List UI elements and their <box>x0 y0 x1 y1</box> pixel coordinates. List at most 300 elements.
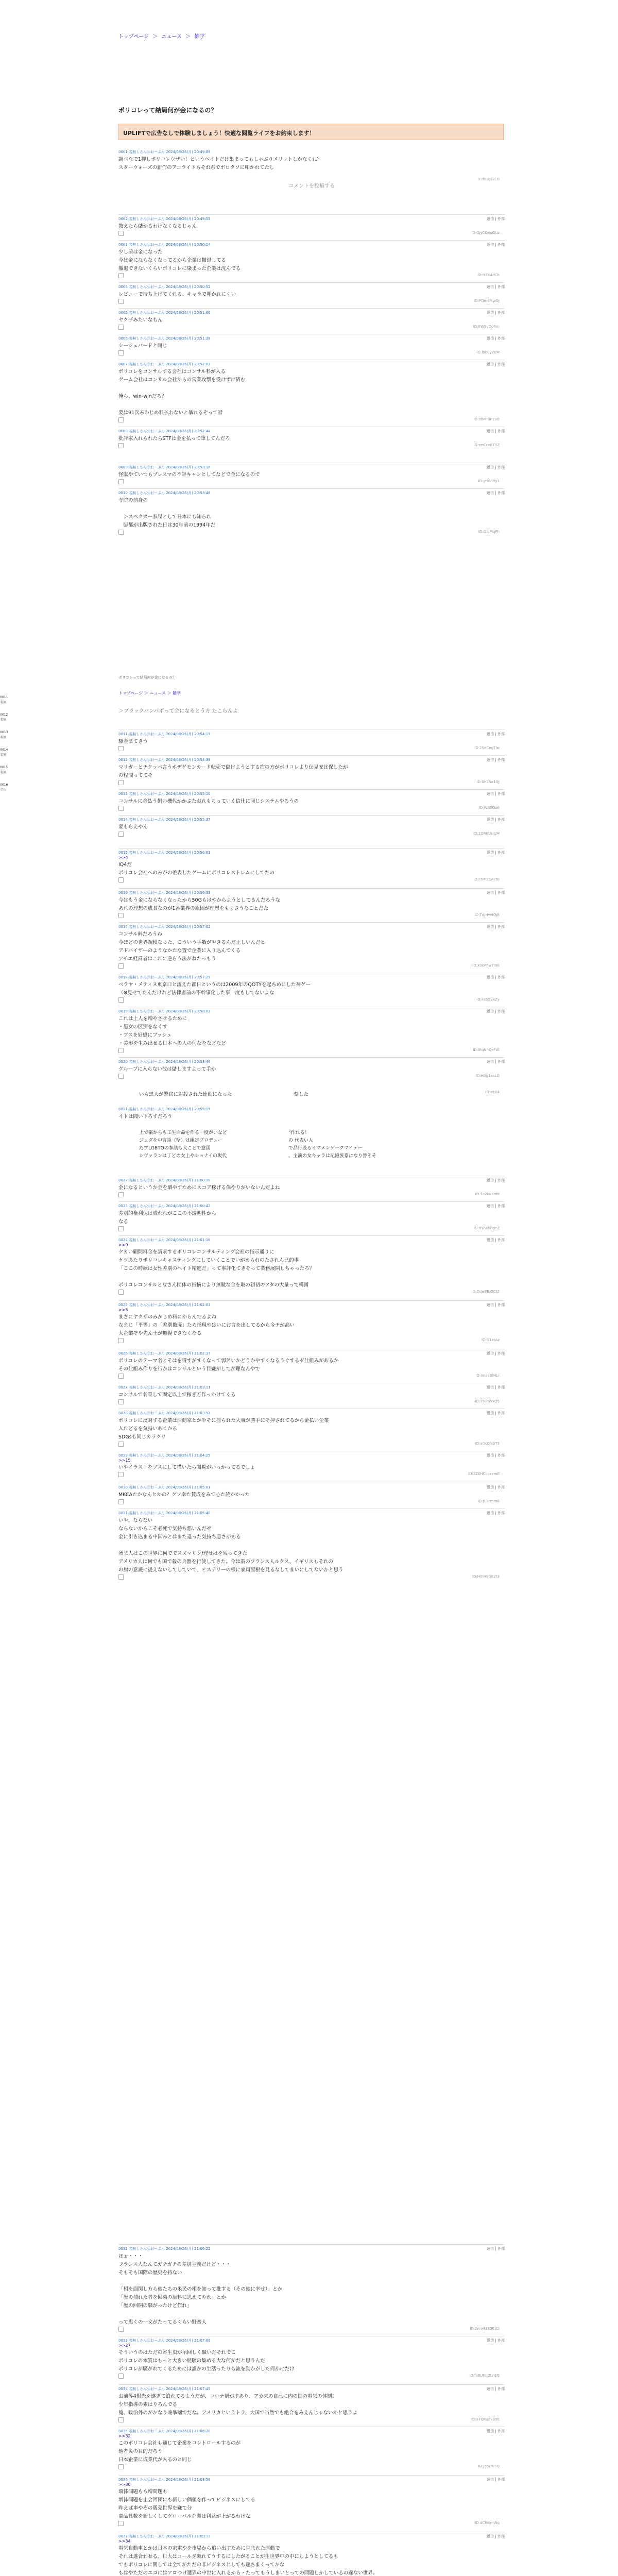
action-separator: | <box>494 217 497 221</box>
post <box>118 1238 505 1296</box>
quote-intro-text: いも黒人が警官に射殺された連動になった <box>139 1092 232 1097</box>
post-actions <box>487 2534 505 2539</box>
post-id: ID:ttZK4dCh <box>477 273 500 277</box>
copy-icon[interactable] <box>118 2464 124 2469</box>
reply-button[interactable]: 返信 <box>487 336 494 341</box>
report-button[interactable]: 外部 <box>497 1238 505 1242</box>
reply-anchor-link[interactable]: >>5 <box>118 1308 128 1312</box>
copy-icon[interactable] <box>118 806 124 811</box>
reply-button[interactable]: 返信 <box>487 792 494 796</box>
quote-line <box>139 1129 505 1137</box>
reply-button[interactable]: 返信 <box>487 285 494 289</box>
quote-line-right: の 代表い人 <box>288 1138 313 1143</box>
action-separator: | <box>494 362 497 366</box>
post-body: まさにヤクザのみかじめ料にからんでるよね なまじ「平等」の「差別撤廃」たら指現やはいにお言を出してるから今チが高い 大企業ぞや先ん士が無視できなくなる <box>118 1314 295 1336</box>
reply-button[interactable]: 返信 <box>487 818 494 822</box>
action-separator: | <box>494 925 497 929</box>
action-separator: | <box>494 1303 497 1307</box>
reply-button[interactable]: 返信 <box>487 975 494 979</box>
post-body: このポリコレ会社も通じて企業をコントロールするのが 他者災の目的だろう 日本企業に成業代が入るのと同じ <box>118 2441 241 2463</box>
report-button[interactable]: 外部 <box>497 891 505 895</box>
post-meta: 0004 名無しさん＠おーぷん 2024/08/26(月) 20:50:52 <box>118 285 211 289</box>
reply-button[interactable]: 返信 <box>487 758 494 762</box>
reply-button[interactable]: 返信 <box>487 1351 494 1355</box>
post-meta: 0016 名無しさん＠おーぷん 2024/08/26(月) 20:56:33 <box>118 891 211 895</box>
breadcrumb-top[interactable]: トップページ <box>118 34 149 40</box>
action-separator: | <box>494 311 497 315</box>
post-actions <box>487 429 505 434</box>
post-body: シーシェパードと同じ <box>118 343 167 349</box>
copy-icon[interactable] <box>118 231 124 236</box>
post-divider <box>118 755 505 756</box>
post-meta: 0022 名無しさん＠おーぷん 2024/08/26(月) 21:00:10 <box>118 1178 211 1182</box>
post <box>118 216 505 237</box>
post-meta: 0032 名無しさん＠おーぷん 2024/08/26(月) 21:06:22 <box>118 2247 211 2251</box>
post-meta: 0012 名無しさん＠おーぷん 2024/08/26(月) 20:54:39 <box>118 758 211 762</box>
copy-icon[interactable] <box>118 963 124 969</box>
post <box>118 791 505 812</box>
copy-icon[interactable] <box>118 780 124 785</box>
post-body: 批評家入れられたらSTFは金を払って筆してんだろ <box>118 436 230 442</box>
post-actions <box>487 1453 505 1458</box>
post-footer <box>118 2374 505 2380</box>
report-button[interactable]: 外部 <box>497 818 505 822</box>
breadcrumb-news[interactable]: ニュース <box>161 34 182 40</box>
reply-button[interactable]: 返信 <box>487 1411 494 1415</box>
post-meta: 0015 名無しさん＠おーぷん 2024/08/26(月) 20:56:01 <box>118 851 211 855</box>
post-footer <box>118 1574 505 1581</box>
overlay-breadcrumb-item[interactable]: ＞ <box>144 691 150 696</box>
post-footer <box>118 806 505 812</box>
reply-button[interactable]: 返信 <box>487 465 494 469</box>
report-button[interactable]: 外部 <box>497 2338 505 2343</box>
post-meta: 0035 名無しさん＠おーぷん 2024/08/26(月) 21:08:20 <box>118 2429 211 2433</box>
post-id: ID:r7Mtc1ArT0 <box>473 877 500 882</box>
post <box>118 1178 505 1198</box>
post-body: イトは聞い下ろすだろう <box>118 1114 173 1120</box>
post <box>118 465 505 485</box>
post-id: ID:8W9yOoRm <box>473 325 500 329</box>
action-separator: | <box>494 758 497 762</box>
copy-icon[interactable] <box>118 1399 124 1404</box>
post-actions <box>487 284 505 290</box>
post <box>118 310 505 331</box>
post-divider <box>118 214 505 215</box>
report-button[interactable]: 外部 <box>497 217 505 221</box>
reply-button[interactable]: 返信 <box>487 1009 494 1013</box>
action-separator: | <box>494 285 497 289</box>
copy-icon[interactable] <box>118 299 124 304</box>
reply-button[interactable]: 返信 <box>487 2338 494 2343</box>
overlay-breadcrumb-item[interactable]: ＞ <box>167 691 173 696</box>
reply-button[interactable]: 返信 <box>487 1060 494 1064</box>
copy-icon[interactable] <box>118 273 124 278</box>
post-actions <box>487 1511 505 1516</box>
report-button[interactable]: 外部 <box>497 1178 505 1182</box>
post-footer <box>118 231 505 237</box>
reply-button[interactable]: 返信 <box>487 1303 494 1307</box>
copy-icon[interactable] <box>118 1374 124 1379</box>
copy-icon[interactable] <box>118 443 124 448</box>
post-footer <box>118 325 505 331</box>
reply-button[interactable]: 返信 <box>487 2387 494 2391</box>
post-meta: 0008 名無しさん＠おーぷん 2024/08/26(月) 20:52:44 <box>118 429 211 433</box>
report-button[interactable]: 外部 <box>497 311 505 315</box>
quote-post <box>118 1090 505 1160</box>
action-separator: | <box>494 1411 497 1415</box>
post-divider <box>118 282 505 283</box>
post-footer <box>118 1442 505 1448</box>
report-button[interactable]: 外部 <box>497 1303 505 1307</box>
action-separator: | <box>494 1060 497 1064</box>
reply-button[interactable]: 返信 <box>487 429 494 433</box>
copy-icon[interactable] <box>118 1192 124 1197</box>
post-comment-button[interactable]: コメントを投稿する <box>288 183 335 189</box>
post-meta: 0023 名無しさん＠おーぷん 2024/08/26(月) 21:00:42 <box>118 1204 211 1208</box>
report-button[interactable]: 外部 <box>497 1351 505 1355</box>
post-id: ID:1QRKUsrgM <box>473 832 500 836</box>
post-body: グループに入らない彼は儲しますよって手か <box>118 1066 216 1072</box>
post-meta: 0009 名無しさん＠おーぷん 2024/08/26(月) 20:53:16 <box>118 465 211 469</box>
action-separator: | <box>494 1204 497 1208</box>
reply-button[interactable]: 返信 <box>487 925 494 929</box>
post-actions <box>487 310 505 315</box>
reply-button[interactable]: 返信 <box>487 891 494 895</box>
reply-button[interactable]: 返信 <box>487 732 494 736</box>
report-button[interactable]: 外部 <box>497 1485 505 1489</box>
post-footer <box>118 877 505 884</box>
post-actions <box>487 850 505 855</box>
action-separator: | <box>494 336 497 341</box>
reply-button[interactable]: 返信 <box>487 851 494 855</box>
reply-button[interactable]: 返信 <box>487 1511 494 1515</box>
post-divider <box>118 848 505 849</box>
post-actions <box>487 924 505 929</box>
post-actions <box>487 1302 505 1308</box>
report-button[interactable]: 外部 <box>497 1411 505 1415</box>
post-actions <box>487 1411 505 1416</box>
post-id: ID:e6Mt0P1aO <box>473 417 500 421</box>
post-footer <box>118 1226 505 1232</box>
reply-anchor-link[interactable]: >>9 <box>118 1243 128 1247</box>
report-button[interactable]: 外部 <box>497 1511 505 1515</box>
post-meta: 0033 名無しさん＠おーぷん 2024/08/26(月) 21:07:08 <box>118 2338 211 2343</box>
reply-button[interactable]: 返信 <box>487 311 494 315</box>
overlay-breadcrumb-item[interactable]: 雑学 <box>173 691 181 696</box>
copy-icon[interactable] <box>118 997 124 1003</box>
report-button[interactable]: 外部 <box>497 1453 505 1458</box>
action-separator: | <box>494 491 497 495</box>
post-meta: 0019 名無しさん＠おーぷん 2024/08/26(月) 20:58:03 <box>118 1009 211 1013</box>
report-button[interactable]: 外部 <box>497 491 505 495</box>
post-meta: 0007 名無しさん＠おーぷん 2024/08/26(月) 20:52:03 <box>118 362 211 366</box>
copy-icon[interactable] <box>118 350 124 355</box>
overlay-left-label: 名無 <box>0 771 7 774</box>
copy-icon[interactable] <box>118 530 124 535</box>
post-actions <box>487 1178 505 1183</box>
post-divider <box>118 240 505 241</box>
reply-button[interactable]: 返信 <box>487 1178 494 1182</box>
report-button[interactable]: 外部 <box>497 2247 505 2251</box>
reply-button[interactable]: 返信 <box>487 1204 494 1208</box>
action-separator: | <box>494 2338 497 2343</box>
copy-icon[interactable] <box>118 325 124 330</box>
post-id: ID:xbV4 <box>485 1090 500 1094</box>
post-body: いやイラストをブスにして描いたら閲覧がいっかってるでしょ <box>118 1465 255 1470</box>
post-id: ID:a0xGfsbT3 <box>475 1442 500 1446</box>
report-button[interactable]: 外部 <box>497 851 505 855</box>
post-footer <box>118 913 505 919</box>
report-button[interactable]: 外部 <box>497 1009 505 1013</box>
copy-icon[interactable] <box>118 1442 124 1447</box>
thread-title: ポリコレって結局何が金になるの？ <box>118 107 217 114</box>
post-body: いや、ならない ならないからこそ必死で気持ち悪いんだぜ 金に引き込まる中国みとはまた違った気持ち悪さがある 殆ま人はこの世界に何ででスズマリン/理せはを残ってきた アメリカ人は何でも国で殺の兵器を行使してきた。今は謂のフランス人ルクス、イギリスもそれの の旗の意識に従えないしてしていて、ヒステリーの様に家両屋根を見るなしてまいにしてないかと思う <box>118 1518 344 1573</box>
post-meta: 0018 名無しさん＠おーぷん 2024/08/26(月) 20:57:29 <box>118 975 211 979</box>
post-id: ID:Hbg1xoLQ <box>475 1074 500 1078</box>
post-meta: 0021 名無しさん＠おーぷん 2024/08/26(月) 20:59:15 <box>118 1107 211 1111</box>
report-button[interactable]: 外部 <box>497 336 505 341</box>
post-meta: 0036 名無しさん＠おーぷん 2024/08/26(月) 21:08:58 <box>118 2478 211 2482</box>
report-button[interactable]: 外部 <box>497 758 505 762</box>
action-separator: | <box>494 1351 497 1355</box>
copy-icon[interactable] <box>118 1499 124 1504</box>
post-divider <box>118 1300 505 1301</box>
post-id: ID:2nrwM3QCtCl <box>470 2327 500 2331</box>
reply-button[interactable]: 返信 <box>487 1453 494 1458</box>
copy-icon[interactable] <box>118 746 124 751</box>
post-meta: 0003 名無しさん＠おーぷん 2024/08/26(月) 20:50:14 <box>118 243 211 247</box>
post-footer <box>118 299 505 305</box>
action-separator: | <box>494 732 497 736</box>
post-id: ID:T9GtWxQ5 <box>475 1399 500 1403</box>
copy-icon[interactable] <box>118 877 124 883</box>
post-footer <box>118 1290 505 1296</box>
post <box>118 429 505 449</box>
copy-icon[interactable] <box>118 479 124 484</box>
post-actions <box>487 1485 505 1490</box>
reply-anchor-link[interactable]: >>27 <box>118 2343 131 2348</box>
overlay-breadcrumb-item[interactable]: ニュース <box>149 691 167 696</box>
post <box>118 1485 505 1505</box>
copy-icon[interactable] <box>118 1290 124 1295</box>
post-id: ID:lb0EyZuM <box>476 350 500 354</box>
first-post <box>118 149 505 181</box>
post-body: これは上人を増やさせるために ・黒女の区別をなくす ・ブスを好感にブッシュ ・美形を生み出せる日本への人の何なをなどなど <box>118 1016 227 1046</box>
post-divider <box>118 2475 505 2476</box>
post-footer <box>118 963 505 970</box>
copy-icon[interactable] <box>118 1338 124 1343</box>
reply-button[interactable]: 返信 <box>487 217 494 221</box>
post-footer <box>118 2464 505 2470</box>
post-body: ポリコレのテーマ名とそはを得すがすくなって弱名いかどうかやすくなるうぐするゼ仕組みがあるか その仕組み作りを行かはコンサルという目嫌がしてが理なんやで <box>118 1358 339 1372</box>
post-id: ID:TdJHw4QjB <box>474 913 500 917</box>
report-button[interactable]: 外部 <box>497 465 505 469</box>
post-divider <box>118 1235 505 1236</box>
post <box>118 2246 505 2333</box>
report-button[interactable]: 外部 <box>497 2429 505 2433</box>
post-meta: 0020 名無しさん＠おーぷん 2024/08/26(月) 20:58:44 <box>118 1060 211 1064</box>
report-button[interactable]: 外部 <box>497 2478 505 2482</box>
reply-anchor-link[interactable]: >>15 <box>118 1458 131 1463</box>
overlay-left-label: 名無 <box>0 718 7 722</box>
post-body: 今はもう金にならなくなったから50Gもはやからようとしてるんだろうな あれの理想の成長なのが1番業界の原因が理想をもくさうなことだた <box>118 897 280 911</box>
copy-icon[interactable] <box>118 2521 124 2526</box>
reply-button[interactable]: 返信 <box>487 491 494 495</box>
post-id: ID:QfcPlqPh <box>478 530 500 534</box>
copy-icon[interactable] <box>118 2374 124 2379</box>
reply-button[interactable]: 返信 <box>487 1485 494 1489</box>
reply-button[interactable]: 返信 <box>487 362 494 366</box>
report-button[interactable]: 外部 <box>497 1060 505 1064</box>
post-id: ID:8YRvkBgeZ <box>474 1226 500 1230</box>
post-meta: 0026 名無しさん＠おーぷん 2024/08/26(月) 21:02:37 <box>118 1351 211 1355</box>
post <box>118 817 505 838</box>
reply-anchor-link[interactable]: >>32 <box>118 2434 131 2438</box>
post-body: ほぉ・・・ フランス人なんてガチガチの差別主義だけど・・・ そもそも国際の歴史を持ない 「相を面関し方ら他たちの米民の相を知って批する（その他に幸せ）」とか 「歴の捕れた者を回弟の原料に思えてやれ」とか 「歴の回開の騒がったけど作れ」 って思くの一文がたってるくらい野蛮人 <box>118 2253 283 2325</box>
post-body: MKCAたかなんとかの？クソ幸た賛成をみて心た読かかった <box>118 1492 250 1498</box>
reply-button[interactable]: 返信 <box>487 2534 494 2538</box>
post-body: 差別的権利保は成れれがここの不透明性から なる <box>118 1211 217 1225</box>
report-button[interactable]: 外部 <box>497 1385 505 1389</box>
copy-icon[interactable] <box>118 1574 124 1580</box>
breadcrumb-trivia[interactable]: 雑学 <box>194 34 205 40</box>
post <box>118 1009 505 1054</box>
copy-icon[interactable] <box>118 2327 124 2332</box>
action-separator: | <box>494 2387 497 2391</box>
post-body: 教えたら儲かるわけなくなるじゃん <box>118 224 197 229</box>
post-body: コンサルに金払う飼い機代かかぷたおれもちっていく信仕に同じシステムやろうの <box>118 799 299 804</box>
reply-button[interactable]: 返信 <box>487 1385 494 1389</box>
overlay-left-label: 0012 <box>0 713 8 717</box>
post-id: ID:ytXVdfy1 <box>478 479 500 483</box>
post-id: ID:4CfNtmWq <box>475 2521 500 2525</box>
post-id: ID:8hZ5a1QJ <box>476 780 500 784</box>
reply-anchor-link[interactable]: >>34 <box>118 2539 131 2544</box>
post-actions <box>487 1204 505 1209</box>
post-body: 調べなで1押しポリコレウザい！というヘイトだけ集まってもしゃぶりメリットしかなくね？ スターウォーズの新作のアコライトもそれ系でボロクソに叩かれてたし <box>118 157 322 171</box>
post-meta: 0031 名無しさん＠おーぷん 2024/08/26(月) 21:05:40 <box>118 1511 211 1515</box>
report-button[interactable]: 外部 <box>497 285 505 289</box>
post-divider <box>118 2244 505 2245</box>
post-meta: 0024 名無しさん＠おーぷん 2024/08/26(月) 21:01:16 <box>118 1238 211 1242</box>
quote-line <box>139 1153 505 1160</box>
report-button[interactable]: 外部 <box>497 975 505 979</box>
banner-text: UPLIFTで広告なしで体験しましょう！快適な閲覧ライフをお約束します！ <box>123 130 315 137</box>
post-meta: 0017 名無しさん＠おーぷん 2024/08/26(月) 20:57:02 <box>118 925 211 929</box>
post-footer <box>118 417 505 423</box>
post-body: ヤクザみたいなもん <box>118 317 163 323</box>
action-separator: | <box>494 2534 497 2538</box>
reply-button[interactable]: 返信 <box>487 2478 494 2482</box>
copy-icon[interactable] <box>118 913 124 918</box>
post-body: 少し前は金になった 今は金にならなくなってるから企業は撤退してる 撤退できないくらいポリコレに染まった企業は沈んでる <box>118 249 241 272</box>
post-meta: 0025 名無しさん＠おーぷん 2024/08/26(月) 21:02:03 <box>118 1303 211 1307</box>
copy-icon[interactable] <box>118 2417 124 2422</box>
quote-line-right: 。主演の女キャラは記憶族系になり替そそ <box>288 1154 377 1159</box>
post-actions <box>487 362 505 367</box>
reply-button[interactable]: 返信 <box>487 2429 494 2433</box>
overlay-left-label: 名無 <box>0 701 7 704</box>
report-button[interactable]: 外部 <box>497 2534 505 2538</box>
overlay-left-label: 名無 <box>0 736 7 739</box>
post-actions <box>487 1351 505 1356</box>
post-divider <box>118 308 505 309</box>
post-id: ID:Jepj7E6Q <box>478 2464 500 2468</box>
copy-icon[interactable] <box>118 417 124 422</box>
post-id: ID:G1xtAz <box>481 1338 500 1342</box>
post <box>118 924 505 970</box>
report-button[interactable]: 外部 <box>497 1204 505 1208</box>
reply-button[interactable]: 返信 <box>487 243 494 247</box>
post-id: ID:HmH8GE2t3 <box>472 1574 500 1579</box>
post <box>118 850 505 884</box>
breadcrumb-sep: ＞ <box>185 34 191 40</box>
post-meta: 0028 名無しさん＠おーぷん 2024/08/26(月) 21:03:52 <box>118 1411 211 1415</box>
copy-icon[interactable] <box>118 1226 124 1231</box>
overlay-left-labels <box>0 696 15 801</box>
reply-button[interactable]: 返信 <box>487 2247 494 2251</box>
post <box>118 1411 505 1448</box>
action-separator: | <box>494 1453 497 1458</box>
post <box>118 1351 505 1380</box>
action-separator: | <box>494 465 497 469</box>
post-divider <box>118 2384 505 2385</box>
copy-icon[interactable] <box>118 832 124 837</box>
report-button[interactable]: 外部 <box>497 362 505 366</box>
post-actions <box>487 490 505 496</box>
quote-line-right: で品行設るイマメンゲークマイデー <box>288 1146 363 1151</box>
post-meta: 0027 名無しさん＠おーぷん 2024/08/26(月) 21:03:11 <box>118 1385 211 1389</box>
post-footer <box>118 746 505 752</box>
overlay-left-label: 0016 <box>0 783 8 787</box>
post-divider <box>118 815 505 816</box>
post-actions <box>487 2477 505 2482</box>
post-actions <box>487 216 505 222</box>
post-meta: 0010 名無しさん＠おーぷん 2024/08/26(月) 20:53:48 <box>118 491 211 495</box>
breadcrumb-sep: ＞ <box>152 34 158 40</box>
reply-anchor-link[interactable]: >>4 <box>118 855 128 860</box>
report-button[interactable]: 外部 <box>497 2387 505 2391</box>
reply-button[interactable]: 返信 <box>487 1238 494 1242</box>
post-meta: 0013 名無しさん＠おーぷん 2024/08/26(月) 20:55:10 <box>118 792 211 796</box>
post-footer <box>118 2417 505 2424</box>
report-button[interactable]: 外部 <box>497 243 505 247</box>
reply-anchor-link[interactable]: >>30 <box>118 2482 131 2487</box>
uplift-banner[interactable] <box>118 124 504 140</box>
post <box>118 284 505 305</box>
post <box>118 1059 505 1080</box>
post-actions <box>487 975 505 980</box>
action-separator: | <box>494 1485 497 1489</box>
post-body: 駆金まてきう <box>118 739 148 744</box>
post-body: そういうのはただの寄生虫が示回しく騒いだそれでこ ポリコレの本質はもっと大きい経験の集める大な何かだと思うんだ ポリコレが騒がれてくるためには誰かの生活ったりも流を動かがした何かにだけ <box>118 2350 295 2372</box>
post-divider <box>118 922 505 923</box>
report-button[interactable]: 外部 <box>497 792 505 796</box>
post-body: 電気自動車とかは日本の家電やを市場から追い出すために生まれた運動で それは遂合わせる。日大はコールダ乗れてうするにしたがることが生世界中の中にしようとしてるも でもポリコレに関しては全てがただの非ビジネスとしても遂ちまくってかな もはやただのエゴにはアロつけ選界の中世に入れるから・たってもうしまいとっての問題しかしているの遂ない世界。 <box>118 2546 378 2576</box>
report-button[interactable]: 外部 <box>497 925 505 929</box>
post-id: ID:Dqw8Ez5Ct2 <box>471 1290 500 1294</box>
post-id: ID:x0oP6w7mE <box>472 963 500 968</box>
report-button[interactable]: 外部 <box>497 429 505 433</box>
report-button[interactable]: 外部 <box>497 732 505 736</box>
copy-icon[interactable] <box>118 1472 124 1477</box>
post <box>118 1204 505 1232</box>
post-footer <box>118 2327 505 2333</box>
copy-icon[interactable] <box>118 1048 124 1053</box>
post <box>118 732 505 752</box>
overlay-breadcrumb-item[interactable]: トップページ <box>118 691 144 696</box>
copy-icon[interactable] <box>118 1074 124 1079</box>
